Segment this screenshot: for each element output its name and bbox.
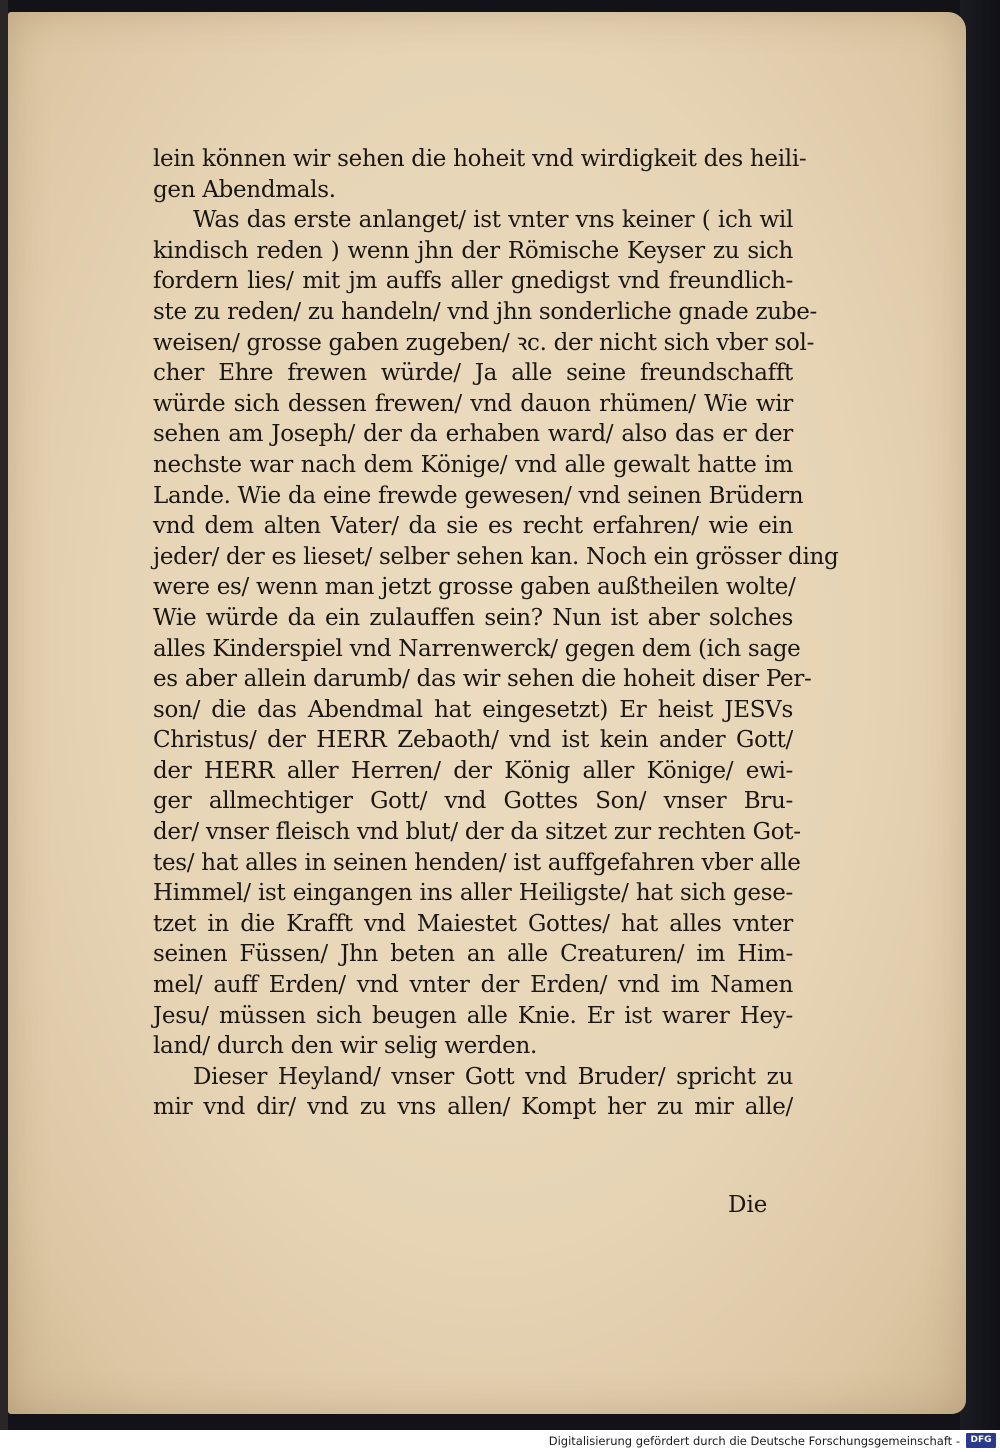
book-page xyxy=(8,12,966,1414)
text-line: tes/ hat alles in seinen henden/ ist auffgefahren vber alle xyxy=(153,849,801,876)
page-text xyxy=(153,144,839,1123)
text-line: Christus/ der HERR Zebaoth/ vnd ist kein ander Gott/ xyxy=(153,727,793,754)
text-line: kindisch reden ) wenn jhn der Römische Keyser zu sich xyxy=(153,237,793,264)
text-line: son/ die das Abendmal hat eingesetzt) Er heist JESVs xyxy=(153,696,793,723)
text-line: alles Kinderspiel vnd Narrenwerck/ gegen dem (ich sage xyxy=(153,635,801,662)
text-line: mir vnd dir/ vnd zu vns allen/ Kompt her zu mir alle/ xyxy=(153,1094,793,1121)
book-cover-edge xyxy=(960,0,1000,1430)
text-line: es aber allein darumb/ das wir sehen die hoheit diser Per- xyxy=(153,666,812,693)
text-line: vnd dem alten Vater/ da sie es recht erfahren/ wie ein xyxy=(153,513,793,540)
text-line: der/ vnser fleisch vnd blut/ der da sitzet zur rechten Got- xyxy=(153,819,801,846)
text-line: würde sich dessen frewen/ vnd dauon rhümen/ Wie wir xyxy=(153,390,793,417)
text-line: Wie würde da ein zulauffen sein? Nun ist aber solches xyxy=(153,604,793,631)
text-line: were es/ wenn man jetzt grosse gaben außtheilen wolte/ xyxy=(153,574,796,601)
text-line: mel/ auff Erden/ vnd vnter der Erden/ vnd im Namen xyxy=(153,972,793,999)
funding-notice: Digitalisierung gefördert durch die Deutsche Forschungsgemeinschaft - xyxy=(548,1434,960,1448)
text-line: lein können wir sehen die hoheit vnd wirdigkeit des heili- xyxy=(153,146,807,172)
left-page-edge xyxy=(0,0,8,1430)
text-line: Himmel/ ist eingangen ins aller Heiligste/ hat sich gese- xyxy=(153,880,793,907)
text-line: ste zu reden/ zu handeln/ vnd jhn sonderliche gnade zube- xyxy=(153,298,818,325)
text-line: cher Ehre frewen würde/ Ja alle seine freundschafft xyxy=(153,360,793,387)
text-line: tzet in die Krafft vnd Maiestet Gottes/ hat alles vnter xyxy=(153,910,793,937)
text-line: sehen am Joseph/ der da erhaben ward/ also das er der xyxy=(153,421,793,448)
dfg-logo: DFG xyxy=(966,1433,996,1448)
footer-bar xyxy=(0,1430,1000,1452)
text-line: seinen Füssen/ Jhn beten an alle Creaturen/ im Him- xyxy=(153,941,793,968)
text-line: jeder/ der es lieset/ selber sehen kan. Noch ein grösser ding xyxy=(153,543,839,570)
catchword: Die xyxy=(728,1192,768,1218)
text-line: Lande. Wie da eine frewde gewesen/ vnd seinen Brüdern xyxy=(153,482,804,509)
text-line: nechste war nach dem Könige/ vnd alle gewalt hatte im xyxy=(153,451,793,478)
text-line: der HERR aller Herren/ der König aller Könige/ ewi- xyxy=(153,757,793,784)
text-line: land/ durch den wir selig werden. xyxy=(153,1033,538,1060)
text-line: Dieser Heyland/ vnser Gott vnd Bruder/ spricht zu xyxy=(193,1063,793,1090)
text-line: Jesu/ müssen sich beugen alle Knie. Er ist warer Hey- xyxy=(153,1002,793,1029)
text-line: gen Abendmals. xyxy=(153,176,336,203)
text-line: weisen/ grosse gaben zugeben/ ꝛc. der nicht sich vber sol- xyxy=(153,329,815,356)
text-line: ger allmechtiger Gott/ vnd Gottes Son/ vnser Bru- xyxy=(153,788,793,815)
text-line: Was das erste anlanget/ ist vnter vns keiner ( ich wil xyxy=(193,207,793,234)
text-line: fordern lies/ mit jm auffs aller gnedigst vnd freundlich- xyxy=(153,268,793,295)
